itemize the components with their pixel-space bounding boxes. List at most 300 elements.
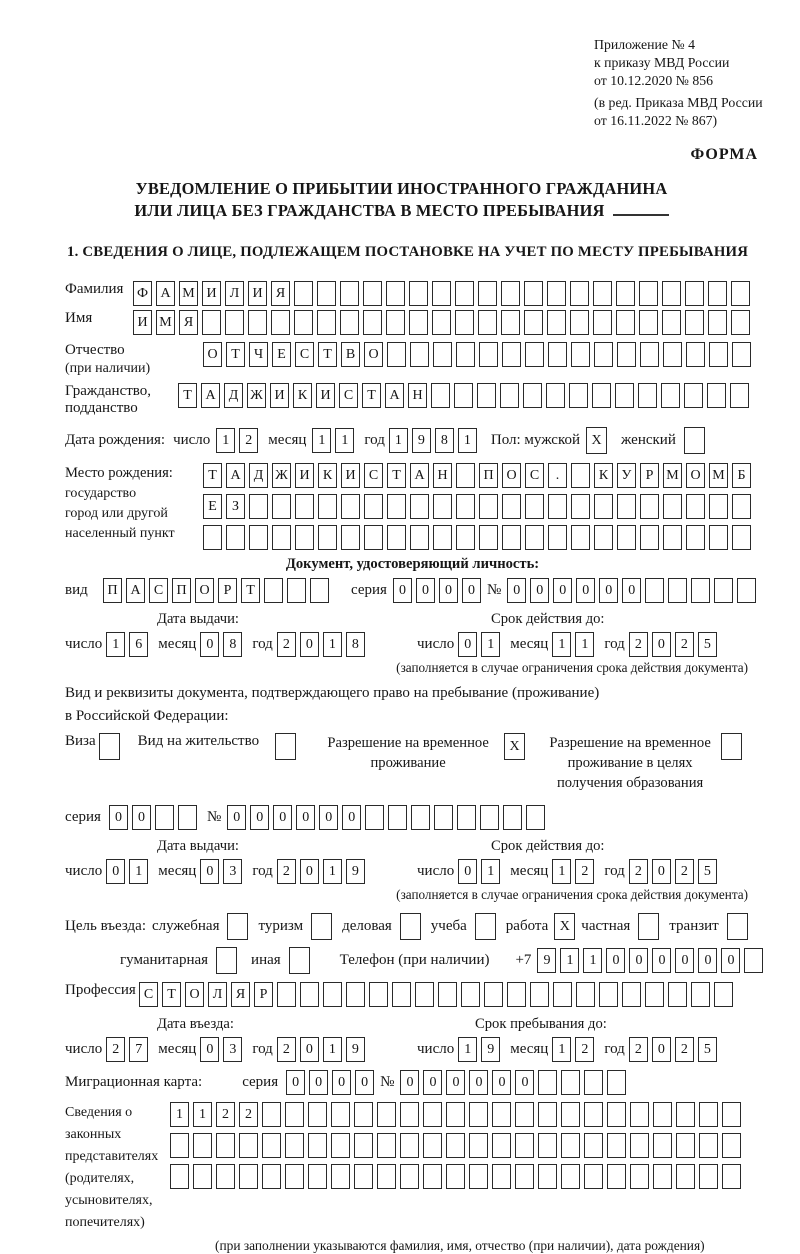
char-cell: Р xyxy=(640,463,659,488)
char-cell: Р xyxy=(218,578,237,603)
migration-card-label: Миграционная карта: xyxy=(65,1074,203,1090)
char-cell: Т xyxy=(203,463,222,488)
char-cell: 2 xyxy=(575,859,594,884)
char-cell: 3 xyxy=(223,1037,242,1062)
patronymic-cells xyxy=(203,342,751,367)
char-cell: 1 xyxy=(575,632,594,657)
char-cell xyxy=(203,525,222,550)
char-cell xyxy=(699,1133,718,1158)
char-cell xyxy=(262,1133,281,1158)
char-cell: О xyxy=(195,578,214,603)
char-cell xyxy=(571,342,590,367)
char-cell: 1 xyxy=(323,632,342,657)
char-cell xyxy=(456,342,475,367)
char-cell xyxy=(661,383,680,408)
char-cell: С xyxy=(339,383,358,408)
stay-until-header: Срок пребывания до: xyxy=(475,1016,607,1032)
char-cell xyxy=(170,1164,189,1189)
char-cell: 0 xyxy=(515,1070,534,1095)
doc-series-label: серия xyxy=(351,582,387,598)
char-cell xyxy=(392,982,411,1007)
char-cell xyxy=(410,342,429,367)
char-cell xyxy=(455,281,474,306)
char-cell xyxy=(503,805,522,830)
entry-year-cells xyxy=(277,1037,365,1062)
birthplace-label: Место рождения: государство город или другой населенный пункт xyxy=(65,465,175,541)
char-cell xyxy=(423,1102,442,1127)
char-cell: М xyxy=(156,310,175,335)
char-cell: 0 xyxy=(652,948,671,973)
char-cell: И xyxy=(270,383,289,408)
char-cell xyxy=(364,494,383,519)
doc-valid-day-cells xyxy=(458,632,500,657)
edu-permit-label: Разрешение на временное проживание в целях получения образования xyxy=(549,735,711,791)
char-cell: 0 xyxy=(721,948,740,973)
char-cell xyxy=(387,525,406,550)
char-cell xyxy=(239,1164,258,1189)
char-cell xyxy=(594,494,613,519)
char-cell: 8 xyxy=(435,428,454,453)
char-cell: 0 xyxy=(652,859,671,884)
char-cell xyxy=(668,982,687,1007)
mig-series-cells xyxy=(286,1070,374,1095)
char-cell xyxy=(615,383,634,408)
char-cell: 2 xyxy=(575,1037,594,1062)
char-cell xyxy=(438,982,457,1007)
char-cell xyxy=(248,310,267,335)
char-cell xyxy=(732,342,751,367)
doc-valid-header: Срок действия до: xyxy=(491,611,605,627)
char-cell xyxy=(548,342,567,367)
char-cell xyxy=(193,1164,212,1189)
char-cell xyxy=(433,494,452,519)
char-cell xyxy=(271,310,290,335)
permit-valid-note: (заполняется в случае ограничения срока действия документа) xyxy=(396,887,748,902)
char-cell: 5 xyxy=(698,632,717,657)
char-cell xyxy=(294,310,313,335)
char-cell xyxy=(653,1164,672,1189)
id-document-header: Документ, удостоверяющий личность: xyxy=(285,556,540,572)
char-cell: 9 xyxy=(537,948,556,973)
char-cell: 1 xyxy=(335,428,354,453)
char-cell xyxy=(202,310,221,335)
representatives-row-2 xyxy=(170,1133,741,1158)
char-cell: 8 xyxy=(223,632,242,657)
char-cell: 9 xyxy=(346,1037,365,1062)
birth-month-label: месяц xyxy=(268,432,307,448)
char-cell xyxy=(676,1133,695,1158)
char-cell xyxy=(377,1102,396,1127)
char-cell: И xyxy=(341,463,360,488)
char-cell xyxy=(433,342,452,367)
char-cell xyxy=(272,525,291,550)
char-cell: 1 xyxy=(481,859,500,884)
char-cell xyxy=(454,383,473,408)
purpose-transit-label: транзит xyxy=(669,918,719,934)
char-cell: 3 xyxy=(223,859,242,884)
char-cell xyxy=(155,805,174,830)
char-cell xyxy=(300,982,319,1007)
char-cell: 1 xyxy=(312,428,331,453)
permit-valid-day-cells xyxy=(458,859,500,884)
char-cell xyxy=(709,525,728,550)
char-cell xyxy=(538,1133,557,1158)
char-cell: Т xyxy=(318,342,337,367)
char-cell: А xyxy=(201,383,220,408)
char-cell xyxy=(446,1133,465,1158)
char-cell xyxy=(178,805,197,830)
residence-permit-checkbox xyxy=(275,733,296,760)
char-cell xyxy=(502,342,521,367)
edu-permit-checkbox xyxy=(721,733,742,760)
char-cell xyxy=(480,805,499,830)
char-cell: А xyxy=(410,463,429,488)
char-cell xyxy=(469,1102,488,1127)
char-cell: 0 xyxy=(300,1037,319,1062)
char-cell: 2 xyxy=(239,1102,258,1127)
char-cell xyxy=(409,310,428,335)
char-cell xyxy=(708,310,727,335)
char-cell xyxy=(708,281,727,306)
purpose-humanitarian-checkbox xyxy=(216,947,237,974)
visa-checkbox xyxy=(99,733,120,760)
char-cell: 0 xyxy=(458,859,477,884)
birthplace-row-3 xyxy=(203,525,751,550)
char-cell: 0 xyxy=(446,1070,465,1095)
char-cell xyxy=(523,383,542,408)
char-cell: Т xyxy=(226,342,245,367)
char-cell xyxy=(340,310,359,335)
char-cell: 0 xyxy=(507,578,526,603)
profession-cells xyxy=(139,982,733,1007)
purpose-other-checkbox xyxy=(289,947,310,974)
char-cell xyxy=(455,310,474,335)
char-cell xyxy=(295,494,314,519)
char-cell xyxy=(684,383,703,408)
char-cell xyxy=(431,383,450,408)
char-cell: С xyxy=(364,463,383,488)
char-cell xyxy=(691,578,710,603)
char-cell: Т xyxy=(241,578,260,603)
stay-day-cells xyxy=(458,1037,500,1062)
char-cell xyxy=(616,281,635,306)
sex-female-checkbox xyxy=(684,427,705,454)
char-cell xyxy=(423,1164,442,1189)
section-1-heading: 1. СВЕДЕНИЯ О ЛИЦЕ, ПОДЛЕЖАЩЕМ ПОСТАНОВКЕ НА УЧЕТ ПО МЕСТУ ПРЕБЫВАНИЯ xyxy=(67,244,749,260)
char-cell: 2 xyxy=(629,1037,648,1062)
char-cell xyxy=(663,342,682,367)
char-cell xyxy=(538,1070,557,1095)
char-cell: 1 xyxy=(323,1037,342,1062)
char-cell xyxy=(630,1164,649,1189)
char-cell xyxy=(691,982,710,1007)
char-cell xyxy=(409,281,428,306)
char-cell: Е xyxy=(272,342,291,367)
doc-issue-header: Дата выдачи: xyxy=(157,611,239,627)
char-cell: 2 xyxy=(675,1037,694,1062)
char-cell xyxy=(676,1102,695,1127)
char-cell xyxy=(730,383,749,408)
char-cell xyxy=(262,1102,281,1127)
char-cell xyxy=(515,1164,534,1189)
purpose-tourism-label: туризм xyxy=(258,918,304,934)
char-cell xyxy=(388,805,407,830)
char-cell xyxy=(640,525,659,550)
char-cell xyxy=(308,1102,327,1127)
char-cell xyxy=(530,982,549,1007)
char-cell: 0 xyxy=(400,1070,419,1095)
char-cell: 7 xyxy=(129,1037,148,1062)
right-doc-line-2: в Российской Федерации: xyxy=(65,708,229,724)
ref-line-2: к приказу МВД России xyxy=(594,55,730,70)
char-cell: 0 xyxy=(106,859,125,884)
char-cell xyxy=(434,805,453,830)
title-line-1: УВЕДОМЛЕНИЕ О ПРИБЫТИИ ИНОСТРАННОГО ГРАЖДАНИНА xyxy=(135,179,668,198)
char-cell: 0 xyxy=(698,948,717,973)
phone-label: Телефон (при наличии) xyxy=(339,952,490,968)
purpose-official-label: служебная xyxy=(151,918,220,934)
char-cell xyxy=(364,525,383,550)
char-cell xyxy=(285,1164,304,1189)
char-cell: Б xyxy=(732,463,751,488)
char-cell: 0 xyxy=(462,578,481,603)
mig-series-label: серия xyxy=(242,1074,279,1090)
char-cell xyxy=(515,1102,534,1127)
char-cell xyxy=(475,913,496,940)
char-cell xyxy=(308,1164,327,1189)
char-cell xyxy=(686,342,705,367)
char-cell xyxy=(456,494,475,519)
representatives-row-3 xyxy=(170,1164,741,1189)
form-title xyxy=(13,178,790,222)
char-cell xyxy=(686,494,705,519)
purpose-study-label: учеба xyxy=(430,918,467,934)
permit-series-cells xyxy=(109,805,197,830)
char-cell: Я xyxy=(179,310,198,335)
char-cell: К xyxy=(594,463,613,488)
char-cell xyxy=(500,383,519,408)
char-cell xyxy=(570,310,589,335)
char-cell: А xyxy=(126,578,145,603)
char-cell: 0 xyxy=(286,1070,305,1095)
birth-day-label: число xyxy=(173,432,211,448)
entry-date-header: Дата въезда: xyxy=(157,1016,234,1032)
char-cell xyxy=(731,281,750,306)
char-cell xyxy=(311,913,332,940)
char-cell: А xyxy=(226,463,245,488)
char-cell xyxy=(479,494,498,519)
char-cell xyxy=(386,281,405,306)
char-cell: О xyxy=(364,342,383,367)
char-cell: 0 xyxy=(300,859,319,884)
char-cell: X xyxy=(554,913,575,940)
char-cell: 0 xyxy=(458,632,477,657)
char-cell xyxy=(501,281,520,306)
purpose-business-label: деловая xyxy=(342,918,392,934)
forma-label: ФОРМА xyxy=(690,146,758,163)
birth-month-cells xyxy=(312,428,354,453)
char-cell xyxy=(387,494,406,519)
purpose-private-label: частная xyxy=(581,918,631,934)
char-cell: 0 xyxy=(606,948,625,973)
char-cell xyxy=(264,578,283,603)
char-cell xyxy=(645,578,664,603)
char-cell xyxy=(262,1164,281,1189)
permit-valid-year-cells xyxy=(629,859,717,884)
char-cell: 0 xyxy=(530,578,549,603)
char-cell: 2 xyxy=(239,428,258,453)
char-cell xyxy=(249,525,268,550)
char-cell: Д xyxy=(224,383,243,408)
char-cell: 1 xyxy=(193,1102,212,1127)
char-cell xyxy=(415,982,434,1007)
char-cell xyxy=(699,1164,718,1189)
birth-day-cells xyxy=(216,428,258,453)
char-cell: Т xyxy=(162,982,181,1007)
char-cell xyxy=(478,310,497,335)
char-cell xyxy=(239,1133,258,1158)
char-cell xyxy=(433,525,452,550)
purpose-official-checkbox xyxy=(227,913,248,940)
doc-valid-year-cells xyxy=(629,632,717,657)
char-cell xyxy=(492,1133,511,1158)
char-cell: З xyxy=(226,494,245,519)
doc-number-sign: № xyxy=(486,582,502,598)
ref-line-4: (в ред. Приказа МВД России xyxy=(594,95,763,110)
char-cell: 0 xyxy=(675,948,694,973)
char-cell xyxy=(546,383,565,408)
citizenship-cells xyxy=(178,383,749,408)
patronymic-note: (при наличии) xyxy=(65,361,151,376)
char-cell xyxy=(369,982,388,1007)
phone-prefix: +7 xyxy=(515,952,532,968)
char-cell: 1 xyxy=(458,1037,477,1062)
surname-cells xyxy=(133,281,750,306)
char-cell: Н xyxy=(433,463,452,488)
char-cell: О xyxy=(686,463,705,488)
char-cell xyxy=(317,310,336,335)
right-doc-line-1: Вид и реквизиты документа, подтверждающего право на пребывание (проживание) xyxy=(65,685,600,701)
char-cell: О xyxy=(185,982,204,1007)
char-cell xyxy=(593,310,612,335)
char-cell: Т xyxy=(387,463,406,488)
char-cell xyxy=(571,494,590,519)
char-cell xyxy=(363,310,382,335)
purpose-tourism-checkbox xyxy=(311,913,332,940)
char-cell xyxy=(318,525,337,550)
char-cell xyxy=(584,1164,603,1189)
char-cell: 1 xyxy=(216,428,235,453)
char-cell: 2 xyxy=(216,1102,235,1127)
char-cell: 0 xyxy=(342,805,361,830)
temp-permit-label: Разрешение на временное проживание xyxy=(327,735,489,771)
char-cell xyxy=(686,525,705,550)
char-cell: 1 xyxy=(458,428,477,453)
char-cell xyxy=(699,1102,718,1127)
char-cell: 6 xyxy=(129,632,148,657)
char-cell: М xyxy=(709,463,728,488)
birth-year-label: год xyxy=(364,432,385,448)
char-cell: Е xyxy=(203,494,222,519)
char-cell: 0 xyxy=(332,1070,351,1095)
char-cell: 0 xyxy=(393,578,412,603)
mig-number-sign: № xyxy=(380,1074,395,1090)
char-cell xyxy=(277,982,296,1007)
char-cell: 0 xyxy=(300,632,319,657)
reference-block xyxy=(594,36,790,130)
char-cell: У xyxy=(617,463,636,488)
doc-valid-month-cells xyxy=(552,632,594,657)
char-cell xyxy=(216,1133,235,1158)
char-cell xyxy=(722,1102,741,1127)
birthplace-cell-rows xyxy=(203,463,751,550)
char-cell: С xyxy=(149,578,168,603)
char-cell: Р xyxy=(254,982,273,1007)
char-cell xyxy=(599,982,618,1007)
char-cell: 2 xyxy=(629,859,648,884)
char-cell xyxy=(524,281,543,306)
birthdate-label: Дата рождения: xyxy=(65,432,166,448)
char-cell: 1 xyxy=(560,948,579,973)
char-cell: П xyxy=(479,463,498,488)
char-cell xyxy=(727,913,748,940)
char-cell: 2 xyxy=(277,859,296,884)
char-cell: 0 xyxy=(273,805,292,830)
char-cell xyxy=(331,1133,350,1158)
char-cell xyxy=(526,805,545,830)
char-cell xyxy=(507,982,526,1007)
char-cell xyxy=(607,1133,626,1158)
char-cell: X xyxy=(586,427,607,454)
char-cell xyxy=(479,525,498,550)
ref-line-3: от 10.12.2020 № 856 xyxy=(594,73,714,88)
title-line-2: ИЛИ ЛИЦА БЕЗ ГРАЖДАНСТВА В МЕСТО ПРЕБЫВАНИЯ xyxy=(13,200,790,222)
char-cell xyxy=(569,383,588,408)
char-cell xyxy=(525,494,544,519)
char-cell xyxy=(249,494,268,519)
char-cell xyxy=(432,281,451,306)
char-cell xyxy=(685,281,704,306)
char-cell xyxy=(732,494,751,519)
char-cell: 1 xyxy=(129,859,148,884)
char-cell xyxy=(722,1164,741,1189)
representatives-label: Сведения о законных представителях (родителях, усыновителях, попечителях) xyxy=(65,1105,159,1230)
char-cell xyxy=(469,1164,488,1189)
char-cell xyxy=(617,525,636,550)
char-cell: 2 xyxy=(277,1037,296,1062)
purpose-private-checkbox xyxy=(638,913,659,940)
char-cell xyxy=(456,525,475,550)
visa-label: Виза xyxy=(65,733,96,749)
purpose-humanitarian-label: гуманитарная xyxy=(120,952,209,968)
purpose-label: Цель въезда: xyxy=(65,918,146,934)
char-cell: В xyxy=(341,342,360,367)
char-cell xyxy=(538,1164,557,1189)
char-cell: 0 xyxy=(355,1070,374,1095)
char-cell: А xyxy=(156,281,175,306)
char-cell: О xyxy=(502,463,521,488)
char-cell: 0 xyxy=(469,1070,488,1095)
char-cell xyxy=(584,1133,603,1158)
char-cell: И xyxy=(248,281,267,306)
char-cell xyxy=(354,1133,373,1158)
char-cell: Л xyxy=(208,982,227,1007)
char-cell: 0 xyxy=(200,859,219,884)
char-cell: И xyxy=(295,463,314,488)
char-cell xyxy=(722,1133,741,1158)
char-cell xyxy=(607,1102,626,1127)
char-cell xyxy=(477,383,496,408)
